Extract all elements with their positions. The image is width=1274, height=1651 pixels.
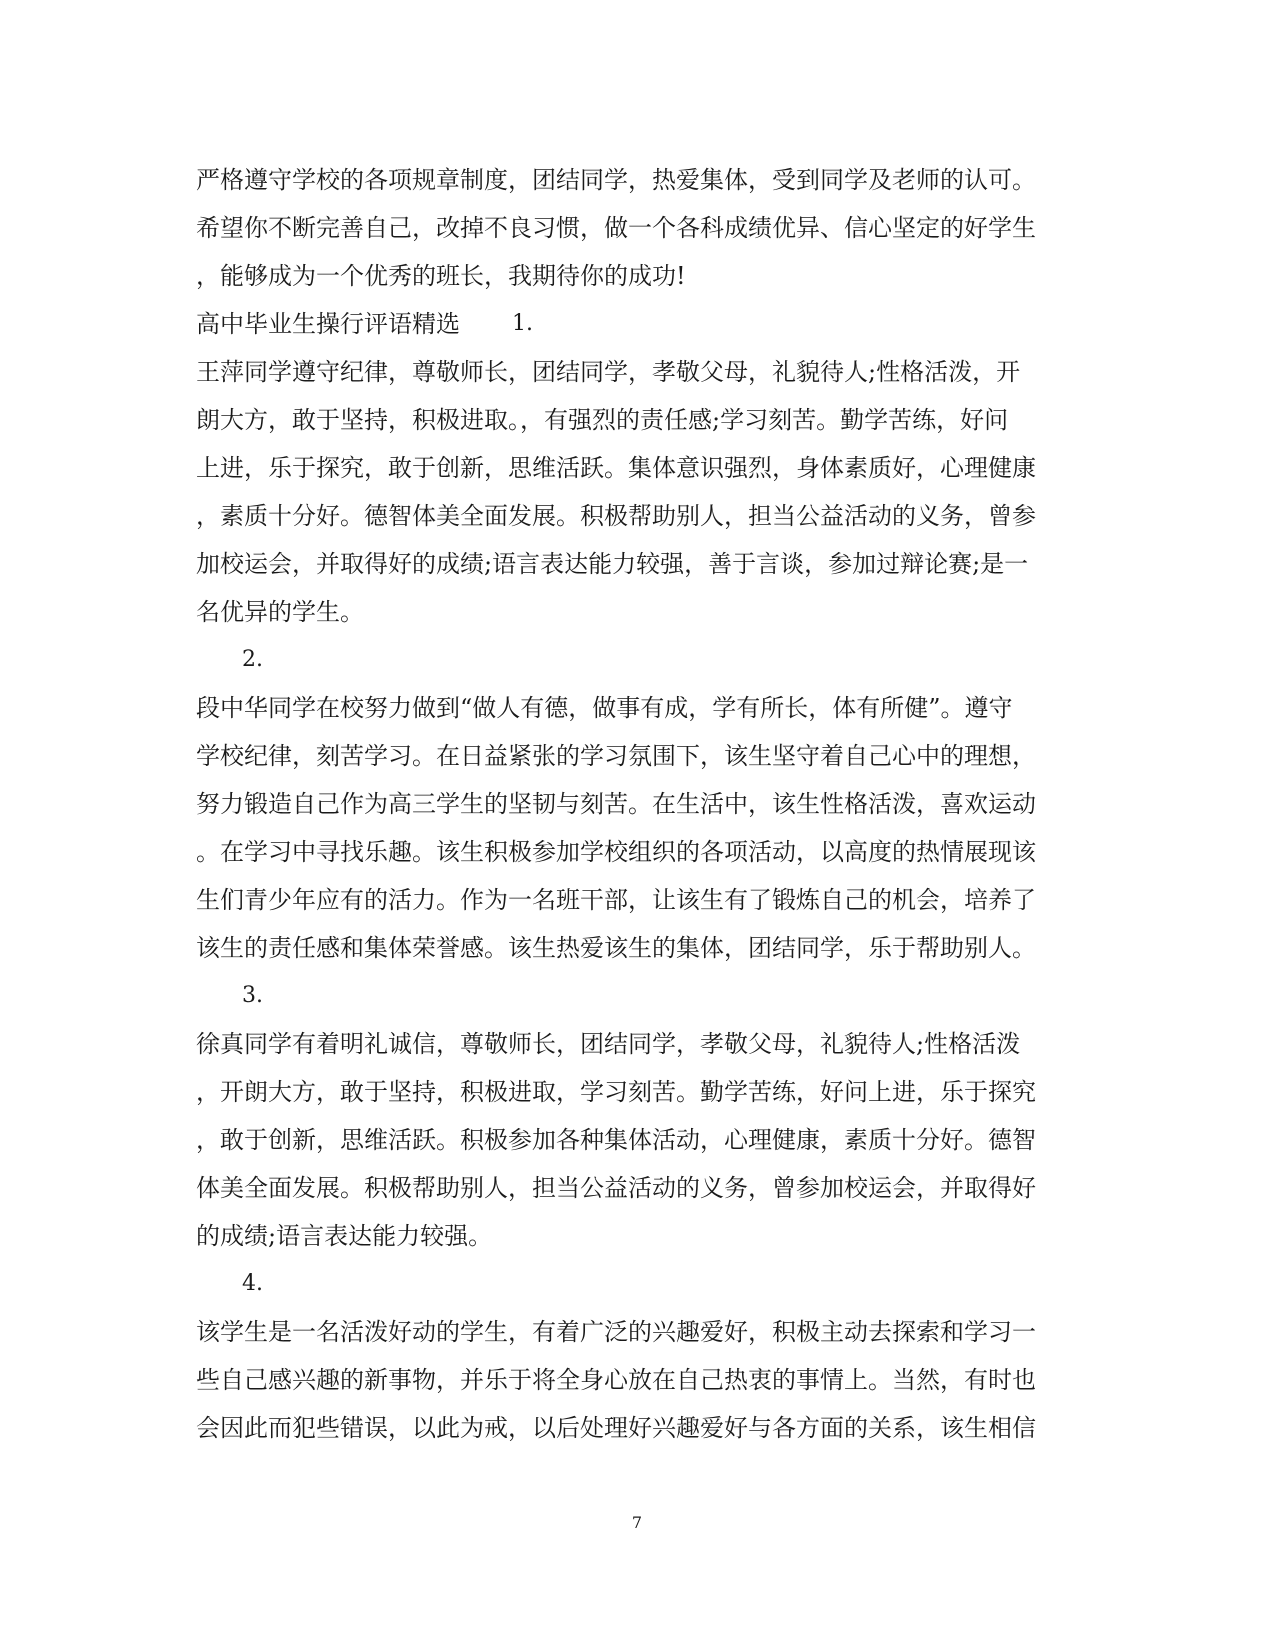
text-line: 会因此而犯些错误，以此为戒，以后处理好兴趣爱好与各方面的关系，该生相信 (196, 1414, 1036, 1442)
text-line: 段中华同学在校努力做到“做人有德，做事有成，学有所长，体有所健”。遵守 (196, 694, 1013, 722)
text-line: 严格遵守学校的各项规章制度，团结同学，热爱集体，受到同学及老师的认可。 (196, 166, 1036, 194)
text-line: ，能够成为一个优秀的班长，我期待你的成功! (196, 262, 686, 290)
item-number: 4. (242, 1271, 263, 1296)
text-line: 朗大方，敢于坚持，积极进取。，有强烈的责任感;学习刻苦。勤学苦练，好问 (196, 406, 1009, 434)
text-line: 上进，乐于探究，敢于创新，思维活跃。集体意识强烈，身体素质好，心理健康 (196, 454, 1036, 482)
text-line: 希望你不断完善自己，改掉不良习惯，做一个各科成绩优异、信心坚定的好学生 (196, 214, 1036, 242)
text-line: 。在学习中寻找乐趣。该生积极参加学校组织的各项活动，以高度的热情展现该 (196, 838, 1036, 866)
text-line: 生们青少年应有的活力。作为一名班干部，让该生有了锻炼自己的机会，培养了 (196, 886, 1036, 914)
text-line: ，敢于创新，思维活跃。积极参加各种集体活动，心理健康，素质十分好。德智 (196, 1126, 1036, 1154)
text-line: 体美全面发展。积极帮助别人，担当公益活动的义务，曾参加校运会，并取得好 (196, 1174, 1036, 1202)
text-line: 加校运会，并取得好的成绩;语言表达能力较强，善于言谈，参加过辩论赛;是一 (196, 550, 1029, 578)
section-heading: 高中毕业生操行评语精选 (196, 310, 460, 338)
text-line: 该学生是一名活泼好动的学生，有着广泛的兴趣爱好，积极主动去探索和学习一 (196, 1318, 1036, 1346)
text-line: 名优异的学生。 (196, 598, 364, 626)
text-line: ，素质十分好。德智体美全面发展。积极帮助别人，担当公益活动的义务，曾参 (196, 502, 1036, 530)
text-line: 些自己感兴趣的新事物，并乐于将全身心放在自己热衷的事情上。当然，有时也 (196, 1366, 1036, 1394)
item-number: 3. (242, 983, 263, 1008)
text-line: 的成绩;语言表达能力较强。 (196, 1222, 493, 1250)
text-line: 王萍同学遵守纪律，尊敬师长，团结同学，孝敬父母，礼貌待人;性格活泼，开 (196, 358, 1021, 386)
item-number: 2. (242, 647, 263, 672)
text-line: ，开朗大方，敢于坚持，积极进取，学习刻苦。勤学苦练，好问上进，乐于探究 (196, 1078, 1036, 1106)
item-number: 1. (512, 311, 533, 336)
text-line: 该生的责任感和集体荣誉感。该生热爱该生的集体，团结同学，乐于帮助别人。 (196, 934, 1036, 962)
text-line: 努力锻造自己作为高三学生的坚韧与刻苦。在生活中，该生性格活泼，喜欢运动 (196, 790, 1036, 818)
text-line: 徐真同学有着明礼诚信，尊敬师长，团结同学，孝敬父母，礼貌待人;性格活泼 (196, 1030, 1021, 1058)
text-line: 学校纪律，刻苦学习。在日益紧张的学习氛围下，该生坚守着自己心中的理想， (196, 742, 1036, 770)
page-number: 7 (631, 1513, 643, 1532)
